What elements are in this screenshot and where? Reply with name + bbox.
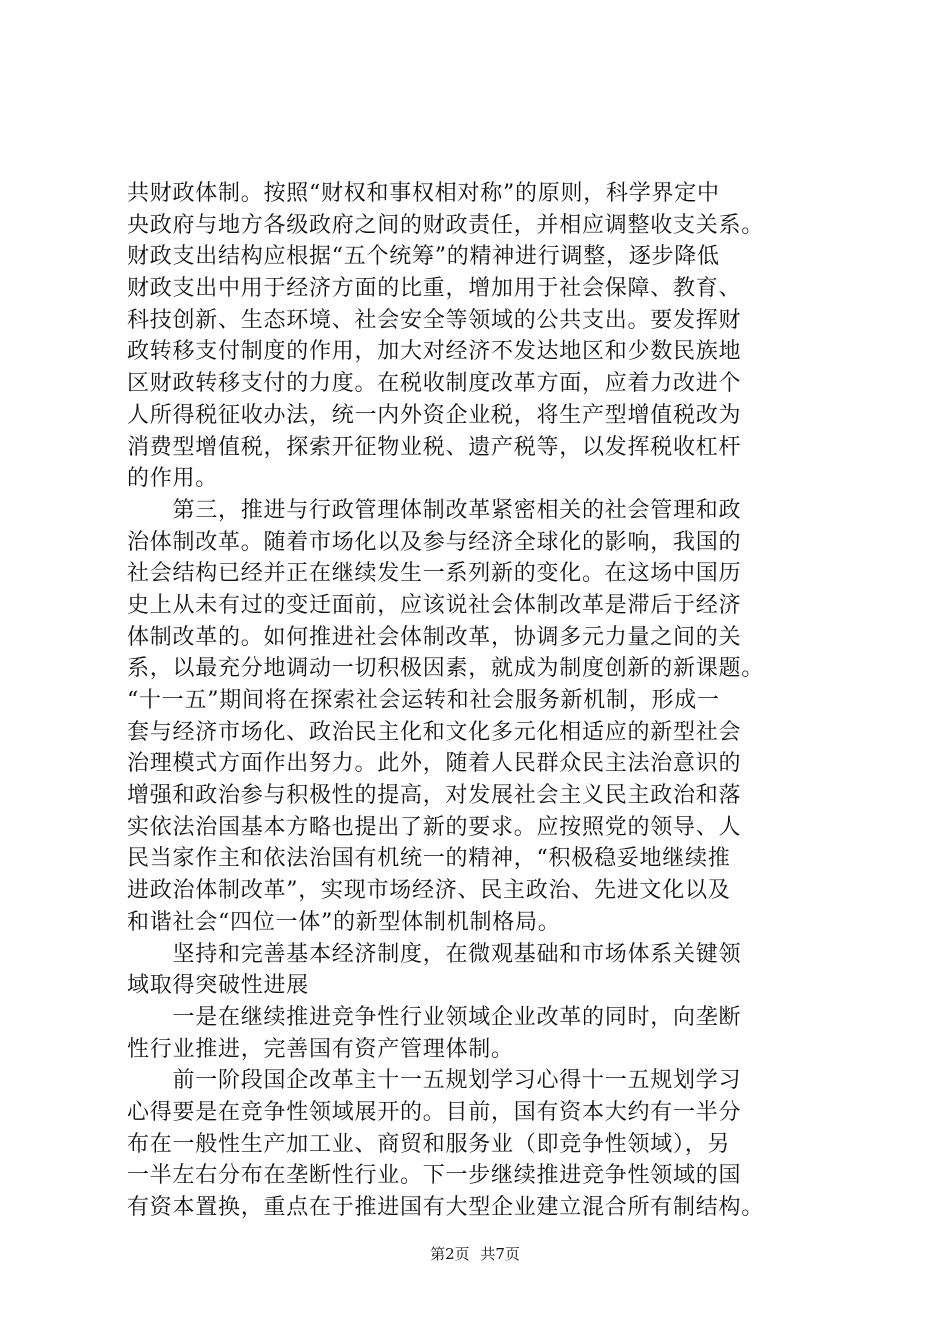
text-line: 体制改革的。如何推进社会体制改革，协调多元力量之间的关	[127, 624, 742, 650]
text-line: 进政治体制改革”，实现市场经济、民主政治、先进文化以及	[127, 878, 731, 904]
text-line: 实依法治国基本方略也提出了新的要求。应按照党的领导、人	[127, 814, 742, 840]
text-line: 心得要是在竞争性领域展开的。目前，国有资本大约有一半分	[127, 1099, 742, 1125]
text-line: 布在一般性生产加工业、商贸和服务业（即竞争性领域），另	[127, 1131, 731, 1157]
text-line: 第三，推进与行政管理体制改革紧密相关的社会管理和政	[127, 497, 742, 523]
text-line: 的作用。	[127, 466, 219, 492]
text-line: 史上从未有过的变迁面前，应该说社会体制改革是滞后于经济	[127, 592, 742, 618]
text-line: 治体制改革。随着市场化以及参与经济全球化的影响，我国的	[127, 529, 742, 555]
text-line: 有资本置换，重点在于推进国有大型企业建立混合所有制结构。	[127, 1195, 765, 1220]
text-line: “十一五”期间将在探索社会运转和社会服务新机制，形成一	[127, 688, 720, 713]
text-line: 财政支出中用于经济方面的比重，增加用于社会保障、教育、	[127, 276, 742, 302]
text-line: 区财政转移支付的力度。在税收制度改革方面，应着力改进个	[127, 371, 742, 397]
text-line: 套与经济市场化、政治民主化和文化多元化相适应的新型社会	[127, 719, 742, 745]
text-line: 一是在继续推进竞争性行业领域企业改革的同时，向垄断	[127, 1004, 742, 1030]
text-line: 域取得突破性进展	[127, 973, 310, 999]
text-line: 共财政体制。按照“财权和事权相对称”的原则，科学界定中	[127, 181, 720, 206]
text-line: 增强和政治参与积极性的提高，对发展社会主义民主政治和落	[127, 783, 742, 809]
page-number: 第2页	[430, 1245, 470, 1263]
page-total: 共7页	[480, 1245, 520, 1263]
body-text	[127, 178, 847, 1224]
text-line: 和谐社会“四位一体”的新型体制机制格局。	[127, 909, 561, 935]
text-line: 治理模式方面作出努力。此外，随着人民群众民主法治意识的	[127, 751, 742, 777]
text-line: 坚持和完善基本经济制度，在微观基础和市场体系关键领	[127, 941, 742, 967]
text-line: 科技创新、生态环境、社会安全等领域的公共支出。要发挥财	[127, 307, 742, 333]
text-line: 民当家作主和依法治国有机统一的精神，“积极稳妥地继续推	[127, 846, 731, 872]
text-line: 消费型增值税，探索开征物业税、遗产税等，以发挥税收杠杆	[127, 434, 742, 460]
text-line: 前一阶段国企改革主十一五规划学习心得十一五规划学习	[127, 1068, 742, 1094]
text-line: 性行业推进，完善国有资产管理体制。	[127, 1036, 514, 1062]
text-line: 系，以最充分地调动一切积极因素，就成为制度创新的新课题。	[127, 656, 765, 682]
text-line: 人所得税征收办法，统一内外资企业税，将生产型增值税改为	[127, 402, 742, 428]
text-line: 政转移支付制度的作用，加大对经济不发达地区和少数民族地	[127, 339, 742, 365]
text-line: 央政府与地方各级政府之间的财政责任，并相应调整收支关系。	[127, 212, 765, 238]
text-line: 一半左右分布在垄断性行业。下一步继续推进竞争性领域的国	[127, 1163, 742, 1189]
text-line: 社会结构已经并正在继续发生一系列新的变化。在这场中国历	[127, 561, 742, 587]
page-footer	[0, 1244, 950, 1264]
text-line: 财政支出结构应根据“五个统筹”的精神进行调整，逐步降低	[127, 244, 720, 270]
